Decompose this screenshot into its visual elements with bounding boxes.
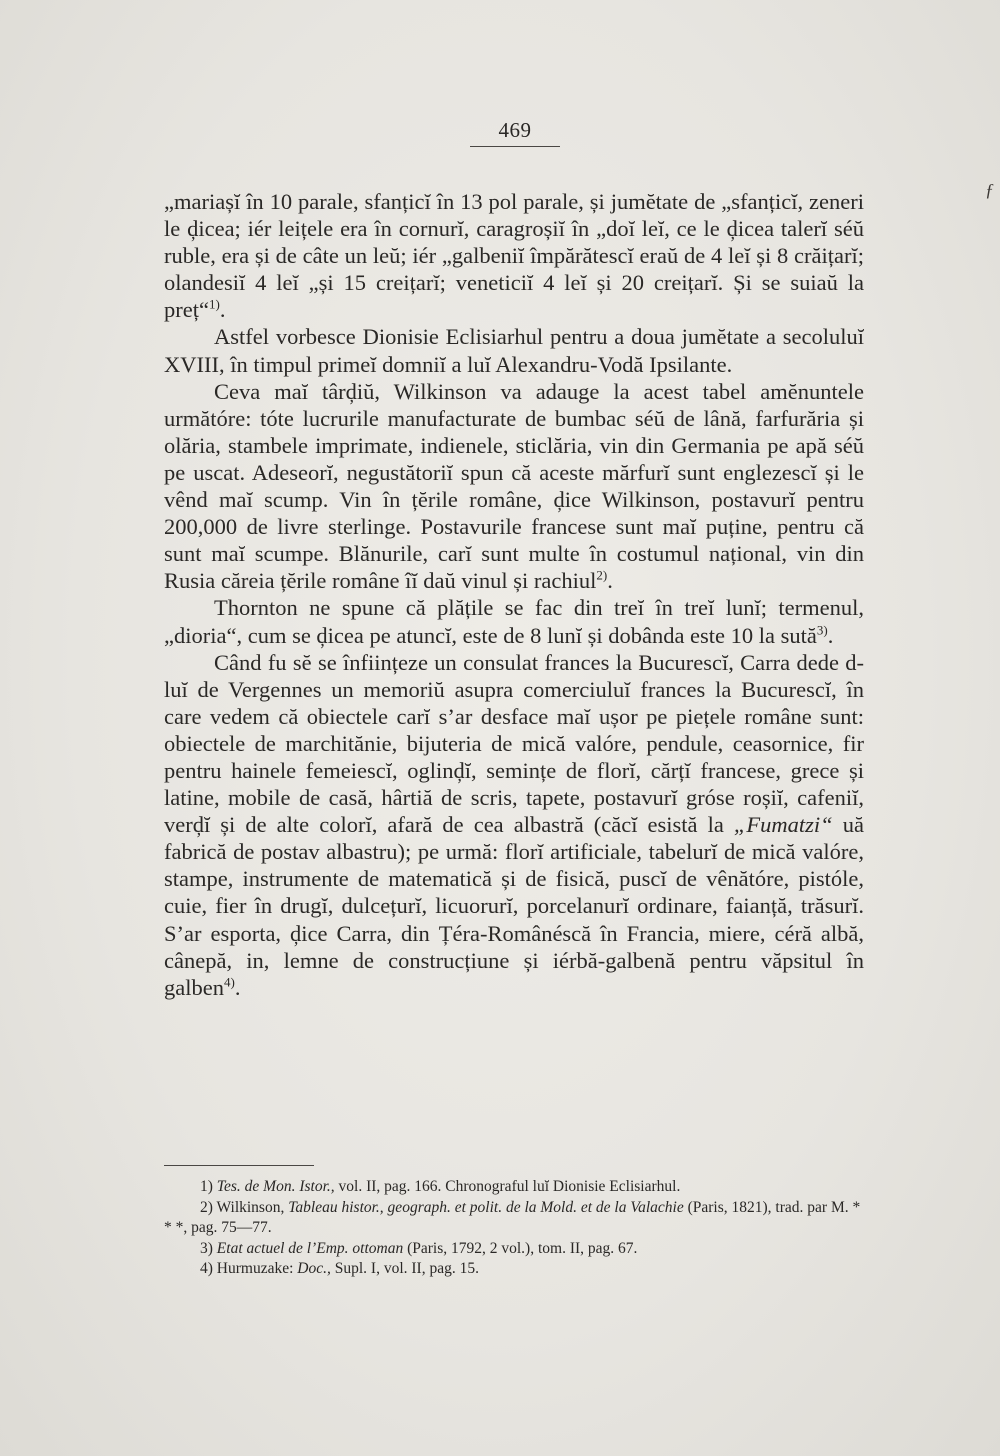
footnote-fn1 <box>164 1177 864 1198</box>
text-run: uă fabrică de postav albastru); pe urmă: florĭ artificiale, tabelurĭ de mică valóre, stampe, instrumente de matematică și de fisică, puscĭ de vênătóre, pistóle, cuie, fier în drugĭ, dulcețurĭ, licuorurĭ, porcelanurĭ ordinare, faianță, trăsurĭ. S’ar esporta, ḑice Carra, din Țéra-Românéscă în Francia, miere, céră albă, cânepă, in, lemne de construcțiune și iérbă-galbenă pentru văpsitul în galben <box>164 812 864 1000</box>
footnote-reference: 1) <box>208 296 220 312</box>
text-run: . <box>234 974 241 1000</box>
text-run: (Paris, 1792, 2 vol.), tom. II, pag. 67. <box>403 1239 638 1257</box>
text-run: (Paris, 1821), trad. par M. * * *, pag. 75—77. <box>164 1198 861 1236</box>
paragraph-p3 <box>164 378 864 595</box>
footnote-fn2 <box>164 1198 864 1239</box>
footnote-reference: 4) <box>223 974 235 990</box>
page-number-rule <box>470 146 560 147</box>
text-run: . <box>827 622 834 648</box>
italic-text: Doc., <box>297 1260 331 1277</box>
text-run: vol. II, pag. 166. Chronograful luĭ Dionisie Eclisiarhul. <box>334 1178 681 1195</box>
text-run: 2) Wilkinson, <box>200 1198 289 1216</box>
footnotes <box>164 1177 864 1280</box>
paragraph-p5 <box>164 649 864 1001</box>
paragraph-p2 <box>164 323 864 377</box>
margin-mark: ƒ <box>985 180 994 200</box>
text-run: „mariașĭ în 10 parale, sfanțicĭ în 13 pol parale, și jumĕtate de „sfanțicĭ, zeneri le ḑicea; iér leițele era în cornurĭ, caragroșiĭ în „doĭ leĭ, ce le ḑicea talerĭ séŭ ruble, era și de câte un leŭ; iér „galbeniĭ împărătescĭ eraŭ de 4 leĭ și 8 crăițarĭ; olandesiĭ 4 leĭ „și 15 creițarĭ; veneticiĭ 4 leĭ și 20 creițarĭ. Și se suiaŭ la preț“ <box>164 189 864 323</box>
text-run: Thornton ne spune că plățile se fac din treĭ în treĭ lunĭ; termenul, „dioria“, cum se ḑicea pe atuncĭ, este de 8 lunĭ și dobânda este 10 la sută <box>164 595 864 648</box>
italic-text: Etat actuel de l’Emp. ottoman <box>216 1239 404 1257</box>
footnote-reference: 3) <box>816 622 828 637</box>
page-number: 469 <box>498 118 532 142</box>
italic-text: Tableau histor., geograph. et polit. de la Mold. et de la Valachie <box>288 1198 684 1216</box>
paragraph-p1 <box>164 188 864 323</box>
text-run: 3) <box>200 1239 217 1257</box>
italic-text: Tes. de Mon. Istor., <box>216 1178 335 1195</box>
footnote-fn4 <box>164 1259 864 1280</box>
text-run: . <box>607 568 613 594</box>
footnote-reference: 2) <box>596 567 608 583</box>
footnote-rule <box>164 1165 314 1166</box>
text-run: 4) Hurmuzake: <box>200 1260 298 1277</box>
text-run: Când fu sĕ se înființeze un consulat frances la Bucurescĭ, Carra dede d-luĭ de Vergennes un memoriŭ asupra comerciuluĭ frances la Bucurescĭ, în care vedem că obiectele carĭ s’ar desface maĭ ușor pe piețele române sunt: obiectele de marchitănie, bijuteria de mică valóre, pendule, ceasornice, fir pentru hainele femeiescĭ, oglinḑĭ, semințe de florĭ, cărțĭ francese, grece și latine, mobile de casă, hârtiă de scris, tapete, postavurĭ gróse roșiĭ, cafeniĭ, verḑĭ și de alte colorĭ, afară de cea albastră (căcĭ esistă la <box>164 649 864 838</box>
body-text <box>164 188 864 1001</box>
text-run: . <box>219 297 226 323</box>
text-run: Astfel vorbesce Dionisie Eclisiarhul pentru a doua jumĕtate a secoluluĭ XVIII, în timpul primeĭ domniĭ a luĭ Alexandru-Vodă Ipsilante. <box>164 324 864 377</box>
text-run: Ceva maĭ târḑiŭ, Wilkinson va adauge la acest tabel amĕnuntele următóre: tóte lucrurile manufacturate de bumbac séŭ de lână, farfurăria și olăria, stambele imprimate, indienele, sticlăria, vin din Germania pe apă séŭ pe uscat. Adeseorĭ, negustătoriĭ spun că aceste mărfurĭ sunt englezescĭ și le vênd maĭ scump. Vin în țĕrile române, ḑice Wilkinson, postavurĭ pentru 200,000 de livre sterlinge. Postavurile francese sunt maĭ puține, pentru că sunt maĭ scumpe. Blănurile, carĭ sunt multe în costumul național, vin din Rusia căreia țĕrile române îĭ daŭ vinul și rachiul <box>164 378 864 594</box>
italic-text: „Fumatzi“ <box>733 812 833 838</box>
text-run: 1) <box>200 1178 217 1195</box>
text-run: Supl. I, vol. II, pag. 15. <box>330 1260 479 1277</box>
paragraph-p4 <box>164 594 864 648</box>
footnote-fn3 <box>164 1239 864 1260</box>
